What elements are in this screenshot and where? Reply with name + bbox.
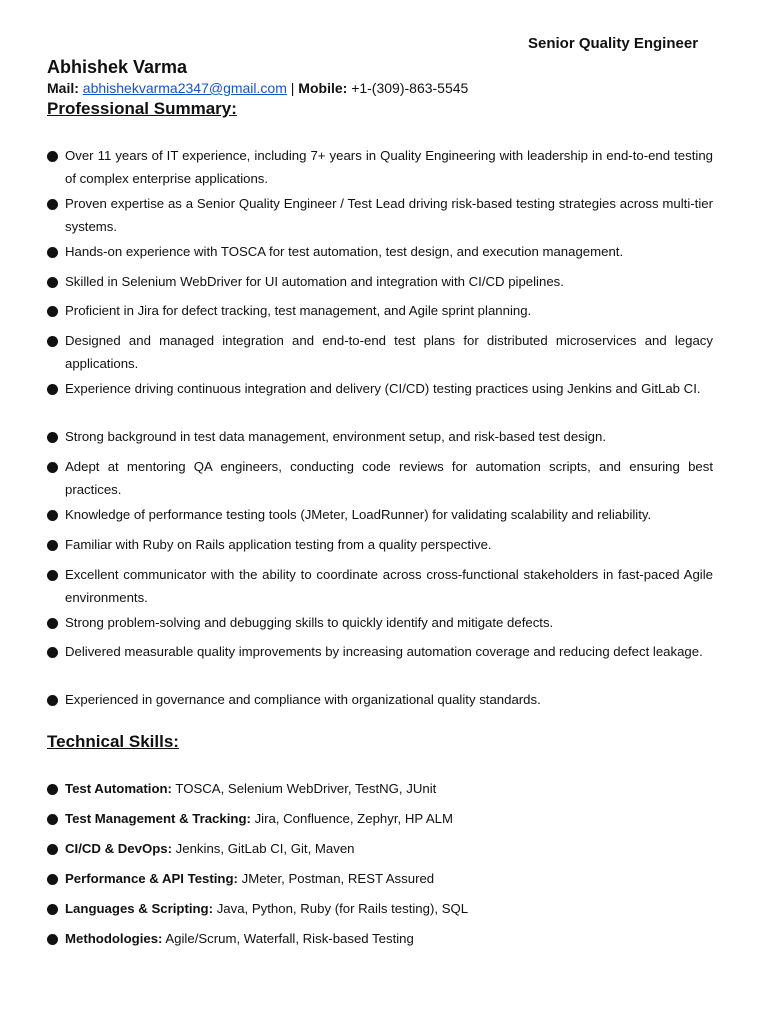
summary-item-text: Adept at mentoring QA engineers, conducting code reviews for automation scripts, and ensuring best practices. xyxy=(65,459,713,497)
email-link[interactable]: abhishekvarma2347@gmail.com xyxy=(82,80,287,96)
bullet-icon xyxy=(47,647,58,658)
contact-line xyxy=(47,80,468,96)
skill-label: Methodologies: xyxy=(65,931,163,946)
bullet-icon xyxy=(47,199,58,210)
summary-item-text: Knowledge of performance testing tools (JMeter, LoadRunner) for validating scalability and reliability. xyxy=(65,507,652,522)
contact-separator: | xyxy=(290,80,295,96)
bullet-icon xyxy=(47,432,58,443)
summary-item-text: Hands-on experience with TOSCA for test automation, test design, and execution management. xyxy=(65,244,624,259)
summary-item xyxy=(47,330,713,375)
skill-label: Languages & Scripting: xyxy=(65,901,214,916)
summary-item-text: Over 11 years of IT experience, including 7+ years in Quality Engineering with leadership in end-to-end testing of complex enterprise applications. xyxy=(65,148,713,186)
summary-item xyxy=(47,378,713,401)
summary-item xyxy=(47,564,713,609)
skills-heading: Technical Skills: xyxy=(47,732,179,751)
summary-item xyxy=(47,426,713,449)
bullet-icon xyxy=(47,510,58,521)
summary-item-text: Delivered measurable quality improvements by increasing automation coverage and reducing defect leakage. xyxy=(65,644,703,659)
skill-label: Test Automation: xyxy=(65,781,172,796)
summary-item-text: Experienced in governance and compliance with organizational quality standards. xyxy=(65,692,541,707)
bullet-icon xyxy=(47,814,58,825)
skill-value: TOSCA, Selenium WebDriver, TestNG, JUnit xyxy=(175,781,437,796)
skill-value: Agile/Scrum, Waterfall, Risk-based Testing xyxy=(165,931,414,946)
bullet-icon xyxy=(47,462,58,473)
bullet-icon xyxy=(47,784,58,795)
summary-item xyxy=(47,193,713,238)
bullet-icon xyxy=(47,844,58,855)
mail-label: Mail: xyxy=(47,80,79,96)
skill-value: Java, Python, Ruby (for Rails testing), SQL xyxy=(216,901,469,916)
bullet-icon xyxy=(47,695,58,706)
bullet-icon xyxy=(47,306,58,317)
skill-value: JMeter, Postman, REST Assured xyxy=(241,871,435,886)
skill-item xyxy=(47,898,713,921)
summary-item xyxy=(47,504,713,527)
summary-item-text: Experience driving continuous integration and delivery (CI/CD) testing practices using Jenkins and GitLab CI. xyxy=(65,381,701,396)
summary-item xyxy=(47,641,713,664)
summary-item-text: Skilled in Selenium WebDriver for UI automation and integration with CI/CD pipelines. xyxy=(65,274,564,289)
skill-item xyxy=(47,838,713,861)
summary-item-text: Proven expertise as a Senior Quality Engineer / Test Lead driving risk-based testing strategies across multi-tier systems. xyxy=(65,196,713,234)
summary-item-text: Proficient in Jira for defect tracking, test management, and Agile sprint planning. xyxy=(65,303,532,318)
skill-item xyxy=(47,778,713,801)
summary-item xyxy=(47,612,713,635)
summary-item xyxy=(47,241,713,264)
bullet-icon xyxy=(47,336,58,347)
skill-item xyxy=(47,928,713,951)
bullet-icon xyxy=(47,277,58,288)
skill-label: CI/CD & DevOps: xyxy=(65,841,172,856)
skill-label: Performance & API Testing: xyxy=(65,871,238,886)
bullet-icon xyxy=(47,384,58,395)
summary-item xyxy=(47,271,713,294)
summary-item xyxy=(47,534,713,557)
role-title: Senior Quality Engineer xyxy=(528,35,699,52)
bullet-icon xyxy=(47,874,58,885)
bullet-icon xyxy=(47,247,58,258)
candidate-name: Abhishek Varma xyxy=(47,57,188,77)
summary-item-text: Strong problem-solving and debugging skills to quickly identify and mitigate defects. xyxy=(65,615,554,630)
summary-heading: Professional Summary: xyxy=(47,99,237,118)
bullet-icon xyxy=(47,570,58,581)
skill-label: Test Management & Tracking: xyxy=(65,811,251,826)
skill-item xyxy=(47,868,713,891)
summary-item xyxy=(47,300,713,323)
mobile-label: Mobile: xyxy=(298,80,348,96)
bullet-icon xyxy=(47,904,58,915)
summary-item-text: Excellent communicator with the ability to coordinate across cross-functional stakeholders in fast-paced Agile environments. xyxy=(65,567,713,605)
mobile-number: +1-(309)-863-5545 xyxy=(351,80,469,96)
skill-value: Jira, Confluence, Zephyr, HP ALM xyxy=(254,811,453,826)
summary-item-text: Strong background in test data management, environment setup, and risk-based test design. xyxy=(65,429,607,444)
summary-item xyxy=(47,456,713,501)
skill-value: Jenkins, GitLab CI, Git, Maven xyxy=(175,841,355,856)
bullet-icon xyxy=(47,934,58,945)
bullet-icon xyxy=(47,151,58,162)
bullet-icon xyxy=(47,618,58,629)
summary-item-text: Designed and managed integration and end-to-end test plans for distributed microservices and legacy applications. xyxy=(65,333,713,371)
bullet-icon xyxy=(47,540,58,551)
summary-item xyxy=(47,689,713,712)
summary-item xyxy=(47,145,713,190)
skill-item xyxy=(47,808,713,831)
summary-item-text: Familiar with Ruby on Rails application testing from a quality perspective. xyxy=(65,537,492,552)
